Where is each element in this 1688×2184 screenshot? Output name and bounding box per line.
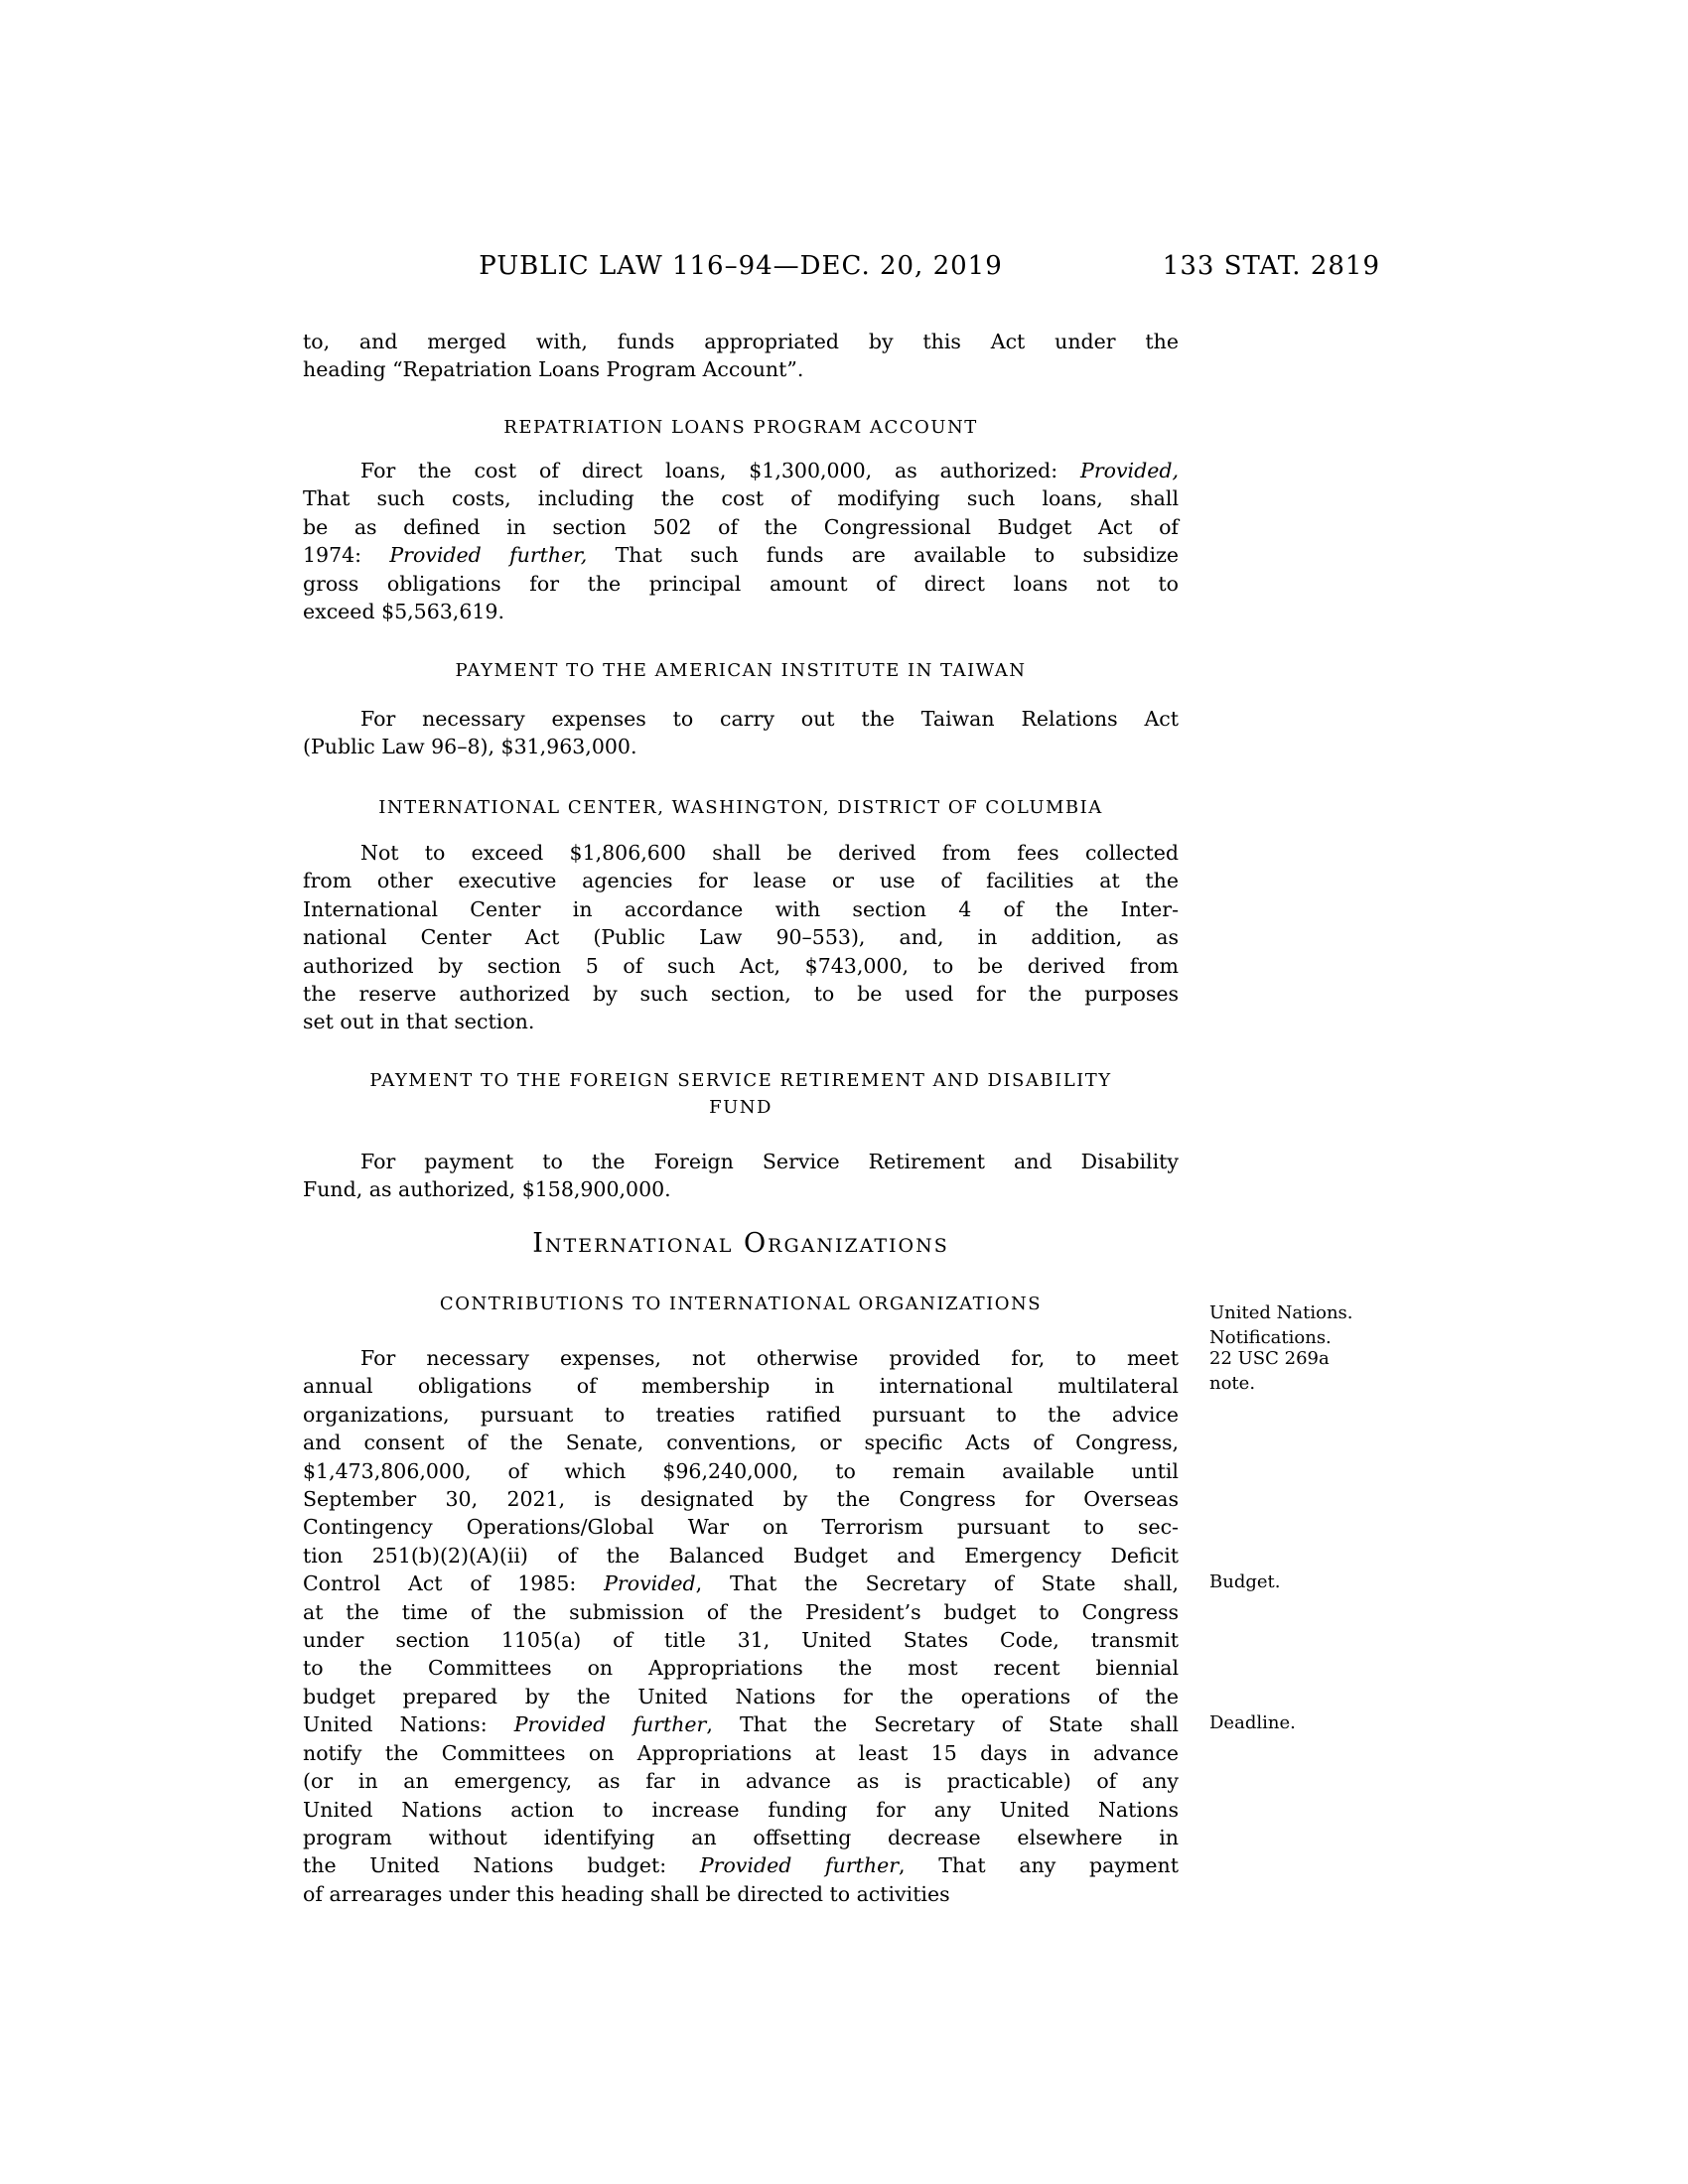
text-line: of arrearages under this heading shall be directed to activities: [303, 1881, 950, 1906]
text-line: at the time of the submission of the President’s budget to Congress: [303, 1599, 1179, 1624]
text-line: to, and merged with, funds appropriated by this Act under the: [303, 330, 1179, 353]
text-line: United Nations.: [1209, 1302, 1353, 1323]
text-line: $1,473,806,000, of which $96,240,000, to remain available until: [303, 1458, 1179, 1483]
text-line: For necessary expenses to carry out the Taiwan Relations Act: [360, 707, 1179, 731]
text-line: Contingency Operations/Global War on Terrorism pursuant to sec-: [303, 1515, 1179, 1540]
text-line: September 30, 2021, is designated by the Congress for Overseas: [303, 1487, 1179, 1512]
text-line: For payment to the Foreign Service Retirement and Disability: [360, 1150, 1179, 1173]
text-line: authorized by section 5 of such Act, $743,000, to be derived from: [303, 953, 1179, 978]
text-line: organizations, pursuant to treaties ratified pursuant to the advice: [303, 1402, 1179, 1427]
text-line: 1974: Provided further, That such funds are available to subsidize: [303, 543, 1179, 568]
text-line: (or in an emergency, as far in advance as is practicable) of any: [303, 1769, 1179, 1794]
text-line: International Center in accordance with section 4 of the Inter-: [303, 896, 1179, 921]
paragraph-international-center: [303, 839, 1179, 1036]
text-line: 22 USC 269a: [1209, 1348, 1330, 1369]
margin-note-22-usc-269a: [1209, 1346, 1388, 1396]
text-line: (Public Law 96–8), $31,963,000.: [303, 735, 637, 759]
paragraph-repatriation-loans: [303, 457, 1179, 625]
text-line: PAYMENT TO THE FOREIGN SERVICE RETIREMENT AND DISABILITY: [369, 1070, 1112, 1091]
law-title: PUBLIC LAW 116–94—DEC. 20, 2019: [479, 251, 1003, 281]
text-line: annual obligations of membership in international multilateral: [303, 1374, 1179, 1399]
heading-repatriation-loans-program-account: REPATRIATION LOANS PROGRAM ACCOUNT: [503, 417, 978, 438]
text-line: Control Act of 1985: Provided, That the Secretary of State shall,: [303, 1571, 1179, 1596]
text-line: to the Committees on Appropriations the most recent biennial: [303, 1656, 1179, 1681]
text-line: national Center Act (Public Law 90–553), and, in addition, as: [303, 925, 1179, 950]
paragraph-foreign-service-retirement: [303, 1148, 1179, 1204]
text-line: Notifications.: [1209, 1327, 1332, 1348]
text-line: set out in that section.: [303, 1010, 535, 1034]
text-line: Budget.: [1209, 1571, 1281, 1592]
paragraph-taiwan-relations: [303, 705, 1179, 761]
text-line: and consent of the Senate, conventions, or specific Acts of Congress,: [303, 1431, 1179, 1455]
text-line: notify the Committees on Appropriations at least 15 days in advance: [303, 1740, 1179, 1765]
margin-note-budget: [1209, 1570, 1388, 1594]
paragraph-intro-continuation: [303, 328, 1179, 384]
text-line: under section 1105(a) of title 31, United States Code, transmit: [303, 1628, 1179, 1653]
text-line: For necessary expenses, not otherwise provided for, to meet: [360, 1346, 1179, 1370]
text-line: That such costs, including the cost of modifying such loans, shall: [303, 486, 1179, 511]
paragraph-contributions-international-organizations: [303, 1344, 1179, 1908]
text-line: from other executive agencies for lease or use of facilities at the: [303, 869, 1179, 893]
margin-note-united-nations-notifications: [1209, 1300, 1388, 1350]
text-line: gross obligations for the principal amount of direct loans not to: [303, 571, 1179, 596]
heading-international-center-washington: INTERNATIONAL CENTER, WASHINGTON, DISTRICT OF COLUMBIA: [378, 797, 1103, 818]
text-line: tion 251(b)(2)(A)(ii) of the Balanced Budget and Emergency Deficit: [303, 1543, 1179, 1568]
text-line: exceed $5,563,619.: [303, 600, 504, 624]
text-line: United Nations action to increase funding for any United Nations: [303, 1797, 1179, 1822]
text-line: Deadline.: [1209, 1712, 1296, 1733]
text-line: United Nations: Provided further, That the Secretary of State shall: [303, 1712, 1179, 1737]
text-line: Fund, as authorized, $158,900,000.: [303, 1177, 671, 1202]
text-line: the United Nations budget: Provided further, That any payment: [303, 1853, 1179, 1878]
stat-number: 133 STAT. 2819: [1162, 251, 1380, 281]
text-line: budget prepared by the United Nations for the operations of the: [303, 1684, 1179, 1708]
heading-contributions-international-organizations: CONTRIBUTIONS TO INTERNATIONAL ORGANIZATIONS: [439, 1294, 1043, 1314]
text-line: the reserve authorized by such section, to be used for the purposes: [303, 982, 1179, 1007]
text-line: heading “Repatriation Loans Program Account”.: [303, 357, 804, 382]
title-international-organizations: International Organizations: [532, 1228, 949, 1259]
text-line: program without identifying an offsetting decrease elsewhere in: [303, 1825, 1179, 1849]
text-line: Not to exceed $1,806,600 shall be derived from fees collected: [360, 841, 1179, 865]
margin-note-deadline: [1209, 1710, 1388, 1735]
text-line: For the cost of direct loans, $1,300,000, as authorized: Provided,: [360, 459, 1179, 482]
text-line: FUND: [709, 1097, 773, 1118]
text-line: note.: [1209, 1373, 1256, 1394]
heading-foreign-service-retirement-disability-fund: [303, 1067, 1179, 1121]
heading-payment-american-institute-taiwan: PAYMENT TO THE AMERICAN INSTITUTE IN TAIWAN: [455, 660, 1027, 681]
text-line: be as defined in section 502 of the Congressional Budget Act of: [303, 514, 1179, 539]
page-header: [303, 251, 1380, 291]
